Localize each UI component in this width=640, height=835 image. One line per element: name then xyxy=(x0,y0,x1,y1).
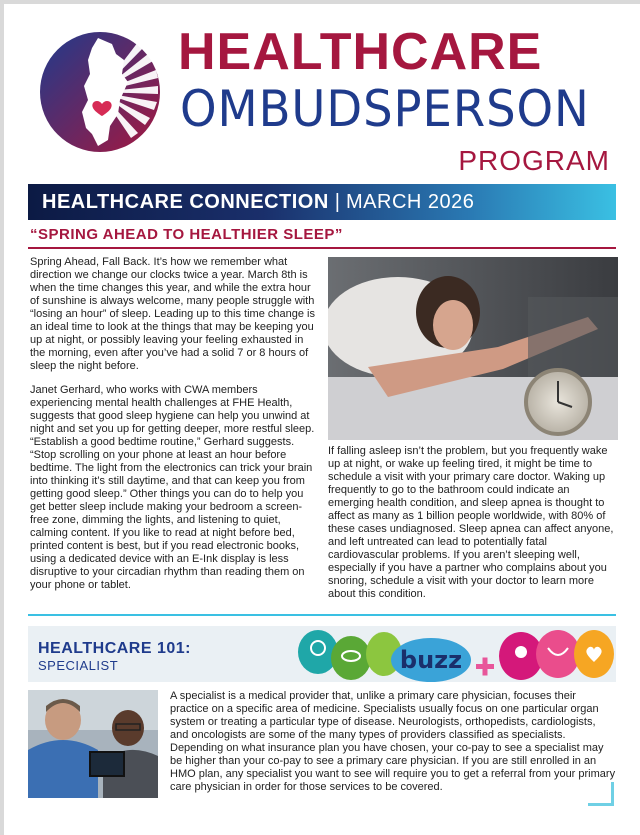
banner-name: HEALTHCARE CONNECTION xyxy=(42,190,329,213)
article-paragraph-2: Janet Gerhard, who works with CWA members experiencing mental health challenges at FHE Health, suggests that good sleep hygiene can help you unwind at night and set you up for getting deeper, more restful sleep. “Establish a good bedtime routine,” Gerhard suggests. “Stop scrolling on your phone at least an hour before bedtime. The light from the electronics can trick your brain into thinking it’s still daytime, and that can keep you from getting good sleep.” Other things you can do to help you get better sleep include making your bedroom a screen-free zone, dimming the lights, and listening to quiet, calming content. If you like to read at night before bed, printed content is best, but if you read electronic books, using a dedicated device with an E-Ink display is less disruptive to your circadian rhythm than reading them on your phone or tablet. xyxy=(30,384,315,591)
plus-icon xyxy=(476,658,494,676)
title-program: PROGRAM xyxy=(458,145,610,176)
banner-date: MARCH 2026 xyxy=(346,190,475,213)
speech-bubble-pink xyxy=(536,630,580,678)
headline-rule xyxy=(28,247,616,249)
section-101-body: A specialist is a medical provider that, unlike a primary care physician, focuses their practice on a specific area of medicine. Specialists usually focus on one particular organ system or treating a particular type of disease. Neurologists, orthopedists, cardiologists, and oncologists are some of the many types of providers classified as specialists. Depending on what insurance plan you have chosen, your co-pay to see a specialist may be higher than your co-pay to see a primary care physician. If you are still enrolled in an HMO plan, any specialist you want to see will require you to get a referral from your primary care physician in order for those services to be covered. xyxy=(170,690,616,793)
speech-bubble-green xyxy=(331,636,371,680)
article-headline: “SPRING AHEAD TO HEALTHIER SLEEP” xyxy=(30,226,343,243)
program-logo xyxy=(38,30,163,155)
article-paragraph-3: If falling asleep isn’t the problem, but you frequently wake up at night, or wake up feeling tired, it might be time to schedule a visit with your primary care doctor. Waking up frequently to go to the bathroom could indicate an emerging health condition, and sleep apnea is thought to affect as many as 1 billion people worldwide, with 80% of these cases undiagnosed. Sleep apnea can affect anyone, and left untreated can lead to potentially fatal cardiovascular problems. If you aren’t sleeping well, especially if you have a partner who complains about you snoring, schedule a visit with your doctor to learn more about this condition. xyxy=(328,445,614,600)
section-101-subtitle: SPECIALIST xyxy=(38,658,119,673)
article-paragraph-1: Spring Ahead, Fall Back. It’s how we remember what direction we change our clocks twice a year. March 8th is when the time changes this year, and while the extra hour of sunshine is always welcome, many people struggle with “losing an hour” of sleep. Leading up to this time change is an ideal time to look at the things that may be keeping you up at night, or possibly leaving your feeling exhausted in the morning, even after you’ve had a solid 7 or 8 hours of sleep the night before. xyxy=(30,256,315,372)
section-divider xyxy=(28,614,616,616)
buzz-word: buzz xyxy=(399,646,463,674)
newsletter-banner xyxy=(28,184,616,220)
doctor-patient-photo xyxy=(28,690,158,798)
section-101-title: HEALTHCARE 101: xyxy=(38,640,191,657)
speech-bubble-orange xyxy=(574,630,614,678)
title-healthcare: HEALTHCARE xyxy=(178,23,543,81)
corner-accent xyxy=(588,782,614,806)
title-ombudsperson: OMBUDSPERSON xyxy=(180,80,590,138)
article-left-column xyxy=(30,256,320,603)
buzz-speech-bubbles-illustration xyxy=(296,626,616,686)
article-right-column xyxy=(328,445,618,601)
buzz-bubble xyxy=(391,638,471,682)
banner-separator: | xyxy=(334,190,340,213)
sleep-photo xyxy=(328,257,618,440)
